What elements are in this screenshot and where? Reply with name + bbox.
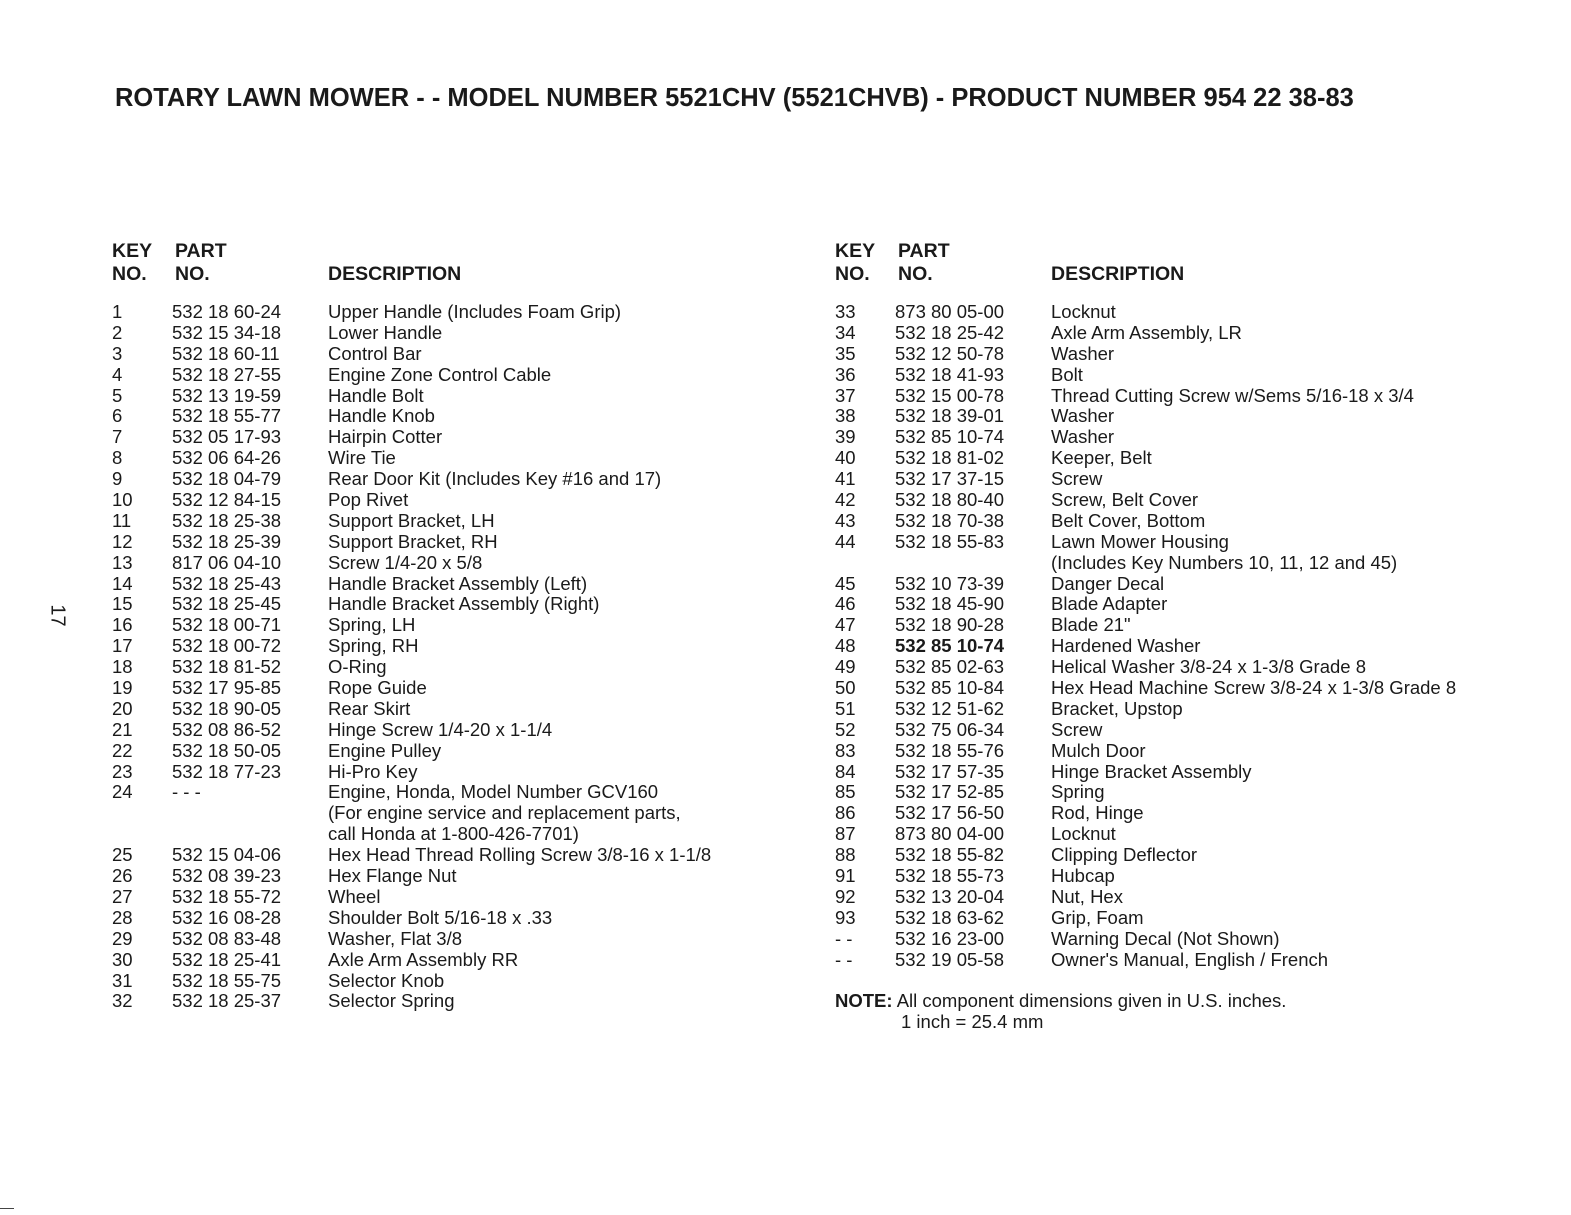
part-description: Locknut	[1051, 823, 1116, 845]
note-label: NOTE:	[835, 990, 893, 1011]
part-description: Belt Cover, Bottom	[1051, 509, 1206, 531]
table-row	[112, 406, 792, 427]
part-description: Grip, Foam	[1051, 906, 1144, 928]
table-row	[112, 365, 792, 386]
part-number: 532 18 55-76	[895, 739, 1005, 761]
key-number: 51	[835, 697, 856, 719]
header-part-line1: PART	[898, 240, 950, 262]
table-row	[835, 824, 1535, 845]
table-row	[112, 991, 792, 1012]
part-description: Bolt	[1051, 363, 1083, 385]
header-part-line2: NO.	[175, 263, 210, 285]
key-number: 85	[835, 781, 856, 803]
part-number: 532 08 39-23	[172, 865, 282, 887]
part-number: 532 18 39-01	[895, 405, 1005, 427]
key-number: 38	[835, 405, 856, 427]
table-row	[112, 302, 792, 323]
table-row	[112, 929, 792, 950]
part-number: 532 18 25-42	[895, 321, 1005, 343]
part-number: 532 18 55-75	[172, 969, 282, 991]
part-description: Clipping Deflector	[1051, 844, 1198, 866]
header-key-line1: KEY	[835, 240, 876, 262]
table-row	[112, 845, 792, 866]
table-row	[112, 824, 792, 845]
key-number: - -	[835, 948, 853, 970]
part-description: Rod, Hinge	[1051, 802, 1144, 824]
part-description: (For engine service and replacement parts,	[328, 802, 681, 824]
table-row	[112, 657, 792, 678]
part-number: 532 13 19-59	[172, 384, 282, 406]
part-description: call Honda at 1-800-426-7701)	[328, 823, 579, 845]
part-number: 532 18 55-82	[895, 844, 1005, 866]
part-description: Engine Zone Control Cable	[328, 363, 552, 385]
part-number: 532 08 83-48	[172, 927, 282, 949]
table-row	[835, 782, 1535, 803]
part-description: Screw	[1051, 468, 1103, 490]
table-row	[112, 386, 792, 407]
key-number: 8	[112, 447, 123, 469]
key-number: 11	[112, 509, 132, 531]
table-row	[112, 720, 792, 741]
part-number: 532 18 70-38	[895, 509, 1005, 531]
part-number: 532 12 84-15	[172, 489, 282, 511]
part-description: Hardened Washer	[1051, 635, 1201, 657]
table-row	[835, 302, 1535, 323]
part-number: 532 18 50-05	[172, 739, 282, 761]
part-description: Locknut	[1051, 301, 1116, 322]
key-number: 6	[112, 405, 123, 427]
table-row	[835, 553, 1535, 574]
key-number: 47	[835, 614, 856, 636]
table-row	[112, 803, 792, 824]
part-description: Danger Decal	[1051, 572, 1165, 594]
part-description: Handle Bolt	[328, 384, 424, 406]
table-row	[112, 699, 792, 720]
part-number: - - -	[172, 781, 201, 803]
part-number: 532 16 23-00	[895, 927, 1005, 949]
table-row	[835, 448, 1535, 469]
table-row	[112, 469, 792, 490]
table-row	[835, 344, 1535, 365]
part-number: 532 18 60-24	[172, 301, 282, 322]
parts-table-right	[835, 240, 1535, 971]
key-number: 40	[835, 447, 856, 469]
part-number: 532 17 95-85	[172, 677, 282, 699]
part-number: 532 15 04-06	[172, 844, 282, 866]
key-number: 39	[835, 426, 856, 448]
part-number: 532 17 52-85	[895, 781, 1005, 803]
key-number: 7	[112, 426, 123, 448]
key-number: 52	[835, 718, 856, 740]
part-description: Screw, Belt Cover	[1051, 489, 1199, 511]
header-key-line2: NO.	[835, 263, 870, 285]
table-row	[835, 908, 1535, 929]
key-number: 37	[835, 384, 856, 406]
part-description: Washer	[1051, 405, 1115, 427]
page-number: 17	[46, 604, 69, 627]
table-header	[112, 240, 792, 302]
table-row	[835, 574, 1535, 595]
part-description: Lower Handle	[328, 321, 443, 343]
part-number: 532 06 64-26	[172, 447, 282, 469]
table-row	[835, 365, 1535, 386]
key-number: 45	[835, 572, 856, 594]
key-number: 28	[112, 906, 133, 928]
part-number: 532 85 10-84	[895, 677, 1005, 699]
table-row	[112, 762, 792, 783]
part-number: 532 12 50-78	[895, 342, 1005, 364]
part-number: 532 18 45-90	[895, 593, 1005, 615]
page-title: ROTARY LAWN MOWER - - MODEL NUMBER 5521CHV (5521CHVB) - PRODUCT NUMBER 954 22 38-83	[115, 84, 1354, 112]
key-number: 91	[835, 865, 856, 887]
part-description: Washer	[1051, 342, 1115, 364]
part-description: O-Ring	[328, 656, 387, 678]
table-row	[112, 490, 792, 511]
key-number: 86	[835, 802, 856, 824]
table-row	[112, 553, 792, 574]
key-number: 22	[112, 739, 133, 761]
part-number: 532 18 25-41	[172, 948, 282, 970]
key-number: 13	[112, 551, 133, 573]
key-number: 14	[112, 572, 133, 594]
part-number: 532 08 86-52	[172, 718, 282, 740]
parts-list	[835, 302, 1535, 971]
header-description: DESCRIPTION	[328, 263, 462, 285]
part-description: Support Bracket, RH	[328, 530, 498, 552]
table-row	[835, 657, 1535, 678]
part-number: 532 19 05-58	[895, 948, 1005, 970]
part-description: Lawn Mower Housing	[1051, 530, 1229, 552]
part-number: 817 06 04-10	[172, 551, 282, 573]
part-number: 532 18 25-38	[172, 509, 282, 531]
table-row	[835, 490, 1535, 511]
part-description: Handle Bracket Assembly (Left)	[328, 572, 588, 594]
part-number: 532 75 06-34	[895, 718, 1005, 740]
part-description: Hairpin Cotter	[328, 426, 443, 448]
corner-mark	[0, 1208, 14, 1209]
part-description: Shoulder Bolt 5/16-18 x .33	[328, 906, 553, 928]
part-description: Wire Tie	[328, 447, 396, 469]
key-number: 4	[112, 363, 123, 385]
table-row	[835, 406, 1535, 427]
part-number: 532 17 56-50	[895, 802, 1005, 824]
part-description: Blade 21"	[1051, 614, 1131, 636]
table-row	[112, 344, 792, 365]
part-description: Helical Washer 3/8-24 x 1-3/8 Grade 8	[1051, 656, 1366, 678]
header-description: DESCRIPTION	[1051, 263, 1185, 285]
part-description: Nut, Hex	[1051, 885, 1123, 907]
key-number: 50	[835, 677, 856, 699]
key-number: 92	[835, 885, 856, 907]
table-row	[835, 636, 1535, 657]
key-number: 44	[835, 530, 856, 552]
part-description: Screw	[1051, 718, 1103, 740]
part-description: Wheel	[328, 885, 381, 907]
part-description: Mulch Door	[1051, 739, 1146, 761]
part-description: Pop Rivet	[328, 489, 409, 511]
header-key-line1: KEY	[112, 240, 153, 262]
table-row	[835, 678, 1535, 699]
part-description: Washer	[1051, 426, 1115, 448]
part-number: 532 05 17-93	[172, 426, 282, 448]
dimension-note	[835, 990, 1286, 1032]
part-number: 532 18 80-40	[895, 489, 1005, 511]
part-number: 532 18 25-39	[172, 530, 282, 552]
table-row	[112, 741, 792, 762]
table-row	[112, 866, 792, 887]
key-number: 88	[835, 844, 856, 866]
part-description: Selector Spring	[328, 990, 455, 1012]
table-row	[835, 803, 1535, 824]
part-number: 532 18 77-23	[172, 760, 282, 782]
parts-table-left	[112, 240, 792, 1012]
key-number: 24	[112, 781, 133, 803]
part-number: 532 17 57-35	[895, 760, 1005, 782]
part-number: 532 13 20-04	[895, 885, 1005, 907]
table-row	[835, 469, 1535, 490]
table-row	[835, 511, 1535, 532]
part-description: Hex Head Machine Screw 3/8-24 x 1-3/8 Grade 8	[1051, 677, 1457, 699]
part-description: Handle Knob	[328, 405, 435, 427]
part-number: 532 15 34-18	[172, 321, 282, 343]
table-row	[835, 887, 1535, 908]
table-row	[112, 574, 792, 595]
part-description: Hubcap	[1051, 865, 1115, 887]
key-number: 27	[112, 885, 133, 907]
part-number: 532 18 27-55	[172, 363, 282, 385]
table-row	[112, 427, 792, 448]
part-description: Spring	[1051, 781, 1105, 803]
key-number: 5	[112, 384, 123, 406]
part-description: (Includes Key Numbers 10, 11, 12 and 45)	[1051, 551, 1398, 573]
part-number: 532 85 10-74	[895, 426, 1005, 448]
key-number: 83	[835, 739, 856, 761]
part-number: 532 18 63-62	[895, 906, 1005, 928]
part-description: Hinge Bracket Assembly	[1051, 760, 1252, 782]
part-description: Rear Door Kit (Includes Key #16 and 17)	[328, 468, 662, 490]
table-row	[112, 950, 792, 971]
part-number: 532 18 60-11	[172, 342, 280, 364]
part-number: 532 18 00-71	[172, 614, 282, 636]
part-description: Selector Knob	[328, 969, 445, 991]
table-row	[835, 699, 1535, 720]
table-row	[835, 950, 1535, 971]
part-description: Washer, Flat 3/8	[328, 927, 463, 949]
table-row	[112, 971, 792, 992]
part-description: Rope Guide	[328, 677, 427, 699]
header-key-line2: NO.	[112, 263, 147, 285]
key-number: 36	[835, 363, 856, 385]
table-row	[112, 908, 792, 929]
table-row	[835, 594, 1535, 615]
key-number: 31	[112, 969, 133, 991]
part-description: Handle Bracket Assembly (Right)	[328, 593, 600, 615]
table-header	[835, 240, 1535, 302]
key-number: 48	[835, 635, 856, 657]
part-description: Blade Adapter	[1051, 593, 1168, 615]
part-number: 532 17 37-15	[895, 468, 1005, 490]
part-description: Control Bar	[328, 342, 422, 364]
table-row	[835, 929, 1535, 950]
key-number: 26	[112, 865, 133, 887]
part-number: 532 85 10-74	[895, 635, 1005, 657]
part-description: Support Bracket, LH	[328, 509, 495, 531]
parts-list	[112, 302, 792, 1012]
part-description: Engine Pulley	[328, 739, 442, 761]
part-description: Screw 1/4-20 x 5/8	[328, 551, 483, 573]
part-description: Warning Decal (Not Shown)	[1051, 927, 1280, 949]
table-row	[112, 594, 792, 615]
part-number: 532 18 55-77	[172, 405, 282, 427]
key-number: 34	[835, 321, 856, 343]
table-row	[112, 636, 792, 657]
table-row	[835, 741, 1535, 762]
part-description: Spring, LH	[328, 614, 416, 636]
table-row	[835, 532, 1535, 553]
key-number: 35	[835, 342, 856, 364]
key-number: 10	[112, 489, 133, 511]
key-number: 23	[112, 760, 133, 782]
table-row	[835, 720, 1535, 741]
key-number: 41	[835, 468, 856, 490]
key-number: 20	[112, 697, 133, 719]
key-number: 87	[835, 823, 856, 845]
key-number: 49	[835, 656, 856, 678]
part-description: Keeper, Belt	[1051, 447, 1152, 469]
key-number: 17	[112, 635, 133, 657]
part-number: 532 18 00-72	[172, 635, 282, 657]
key-number: 3	[112, 342, 123, 364]
key-number: - -	[835, 927, 853, 949]
table-row	[112, 448, 792, 469]
part-number: 532 18 90-05	[172, 697, 282, 719]
key-number: 43	[835, 509, 856, 531]
part-number: 532 18 41-93	[895, 363, 1005, 385]
table-row	[835, 615, 1535, 636]
key-number: 32	[112, 990, 133, 1012]
key-number: 21	[112, 718, 133, 740]
table-row	[112, 782, 792, 803]
part-number: 532 18 90-28	[895, 614, 1005, 636]
part-description: Engine, Honda, Model Number GCV160	[328, 781, 659, 803]
table-row	[835, 323, 1535, 344]
part-number: 532 85 02-63	[895, 656, 1005, 678]
part-number: 532 18 04-79	[172, 468, 282, 490]
part-description: Owner's Manual, English / French	[1051, 948, 1329, 970]
table-row	[112, 323, 792, 344]
table-row	[112, 678, 792, 699]
key-number: 42	[835, 489, 856, 511]
table-row	[835, 866, 1535, 887]
part-description: Rear Skirt	[328, 697, 411, 719]
key-number: 30	[112, 948, 133, 970]
table-row	[112, 511, 792, 532]
key-number: 9	[112, 468, 123, 490]
part-number: 532 12 51-62	[895, 697, 1005, 719]
header-part-line2: NO.	[898, 263, 933, 285]
part-number: 532 18 55-72	[172, 885, 282, 907]
key-number: 29	[112, 927, 133, 949]
part-description: Thread Cutting Screw w/Sems 5/16-18 x 3/4	[1051, 384, 1414, 406]
part-number: 873 80 05-00	[895, 301, 1005, 322]
key-number: 46	[835, 593, 856, 615]
key-number: 25	[112, 844, 133, 866]
key-number: 1	[112, 301, 123, 322]
key-number: 84	[835, 760, 856, 782]
table-row	[112, 532, 792, 553]
part-number: 532 18 25-37	[172, 990, 282, 1012]
part-description: Axle Arm Assembly, LR	[1051, 321, 1242, 343]
key-number: 12	[112, 530, 133, 552]
part-number: 532 18 25-45	[172, 593, 282, 615]
part-description: Hex Head Thread Rolling Screw 3/8-16 x 1-1/8	[328, 844, 712, 866]
table-row	[112, 615, 792, 636]
part-number: 532 10 73-39	[895, 572, 1005, 594]
part-number: 873 80 04-00	[895, 823, 1005, 845]
part-number: 532 18 55-83	[895, 530, 1005, 552]
key-number: 2	[112, 321, 123, 343]
key-number: 19	[112, 677, 133, 699]
part-number: 532 16 08-28	[172, 906, 282, 928]
key-number: 33	[835, 301, 856, 322]
key-number: 15	[112, 593, 133, 615]
part-description: Bracket, Upstop	[1051, 697, 1183, 719]
part-description: Spring, RH	[328, 635, 419, 657]
key-number: 18	[112, 656, 133, 678]
table-row	[835, 427, 1535, 448]
table-row	[835, 386, 1535, 407]
key-number: 93	[835, 906, 856, 928]
header-part-line1: PART	[175, 240, 227, 262]
part-number: 532 18 81-02	[895, 447, 1005, 469]
note-line1: All component dimensions given in U.S. inches.	[896, 990, 1287, 1011]
part-description: Hinge Screw 1/4-20 x 1-1/4	[328, 718, 553, 740]
table-row	[835, 845, 1535, 866]
key-number: 16	[112, 614, 133, 636]
part-number: 532 15 00-78	[895, 384, 1005, 406]
note-line2: 1 inch = 25.4 mm	[901, 1011, 1044, 1032]
part-description: Hi-Pro Key	[328, 760, 418, 782]
part-description: Upper Handle (Includes Foam Grip)	[328, 301, 622, 322]
part-number: 532 18 81-52	[172, 656, 282, 678]
part-number: 532 18 55-73	[895, 865, 1005, 887]
part-description: Hex Flange Nut	[328, 865, 457, 887]
table-row	[112, 887, 792, 908]
part-description: Axle Arm Assembly RR	[328, 948, 519, 970]
part-number: 532 18 25-43	[172, 572, 282, 594]
table-row	[835, 762, 1535, 783]
